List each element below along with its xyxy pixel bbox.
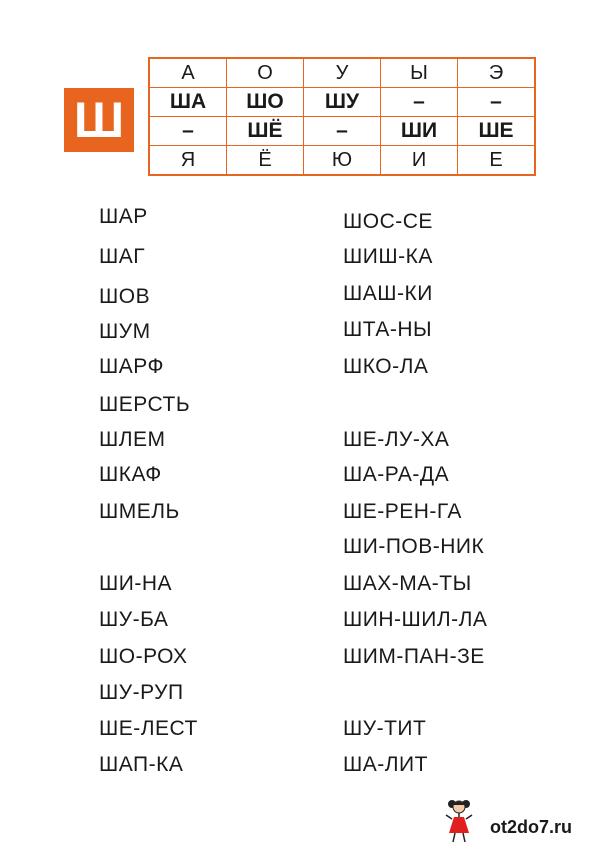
- table-cell: –: [458, 88, 536, 117]
- word: ШУ-ТИТ: [343, 717, 427, 740]
- word: ШУМ: [99, 320, 151, 343]
- word: ШАП-КА: [99, 753, 184, 776]
- syllable-row: [149, 88, 535, 117]
- table-cell: ША: [149, 88, 227, 117]
- word: ШКАФ: [99, 463, 162, 486]
- table-cell: Ё: [227, 146, 304, 176]
- word: ШАГ: [99, 245, 146, 268]
- syllable-row: [149, 117, 535, 146]
- table-cell: ШО: [227, 88, 304, 117]
- word: ШИШ-КА: [343, 245, 433, 268]
- word: ШЕ-ЛЕСТ: [99, 717, 198, 740]
- vowel-row: [149, 146, 535, 176]
- word: ШАХ-МА-ТЫ: [343, 572, 472, 595]
- word: ШТА-НЫ: [343, 318, 433, 341]
- table-cell: –: [149, 117, 227, 146]
- vowel-row: [149, 58, 535, 88]
- word: ШЕРСТЬ: [99, 393, 191, 416]
- word: ША-РА-ДА: [343, 463, 450, 486]
- word: ШКО-ЛА: [343, 355, 429, 378]
- table-cell: О: [227, 58, 304, 88]
- syllable-table: [148, 57, 536, 176]
- word: ШО-РОХ: [99, 645, 188, 668]
- word: ШАРФ: [99, 355, 164, 378]
- word: ШУ-РУП: [99, 681, 184, 704]
- word: ШОВ: [99, 285, 151, 308]
- word: ШЕ-ЛУ-ХА: [343, 428, 450, 451]
- table-cell: ШЕ: [458, 117, 536, 146]
- table-cell: Е: [458, 146, 536, 176]
- table-cell: А: [149, 58, 227, 88]
- word: ШИМ-ПАН-ЗЕ: [343, 645, 485, 668]
- word: ШАР: [99, 205, 148, 228]
- girl-logo-icon: [438, 795, 480, 845]
- table-cell: ШУ: [304, 88, 381, 117]
- word: ШИН-ШИЛ-ЛА: [343, 608, 488, 631]
- table-cell: ШИ: [381, 117, 458, 146]
- word: ШЕ-РЕН-ГА: [343, 500, 462, 523]
- word: ШАШ-КИ: [343, 282, 433, 305]
- table-cell: И: [381, 146, 458, 176]
- word: ШИ-НА: [99, 572, 173, 595]
- table-cell: У: [304, 58, 381, 88]
- table-cell: Ы: [381, 58, 458, 88]
- word: ШУ-БА: [99, 608, 169, 631]
- table-cell: Я: [149, 146, 227, 176]
- word: ШИ-ПОВ-НИК: [343, 535, 485, 558]
- table-cell: Ю: [304, 146, 381, 176]
- site-name: ot2do7.ru: [490, 817, 573, 837]
- word: ШМЕЛЬ: [99, 500, 180, 523]
- word: ШОС-СЕ: [343, 210, 433, 233]
- table-cell: ШЁ: [227, 117, 304, 146]
- word: ШЛЕМ: [99, 428, 166, 451]
- table-cell: –: [304, 117, 381, 146]
- word: ША-ЛИТ: [343, 753, 428, 776]
- table-cell: Э: [458, 58, 536, 88]
- letter-box: Ш: [64, 88, 134, 152]
- table-cell: –: [381, 88, 458, 117]
